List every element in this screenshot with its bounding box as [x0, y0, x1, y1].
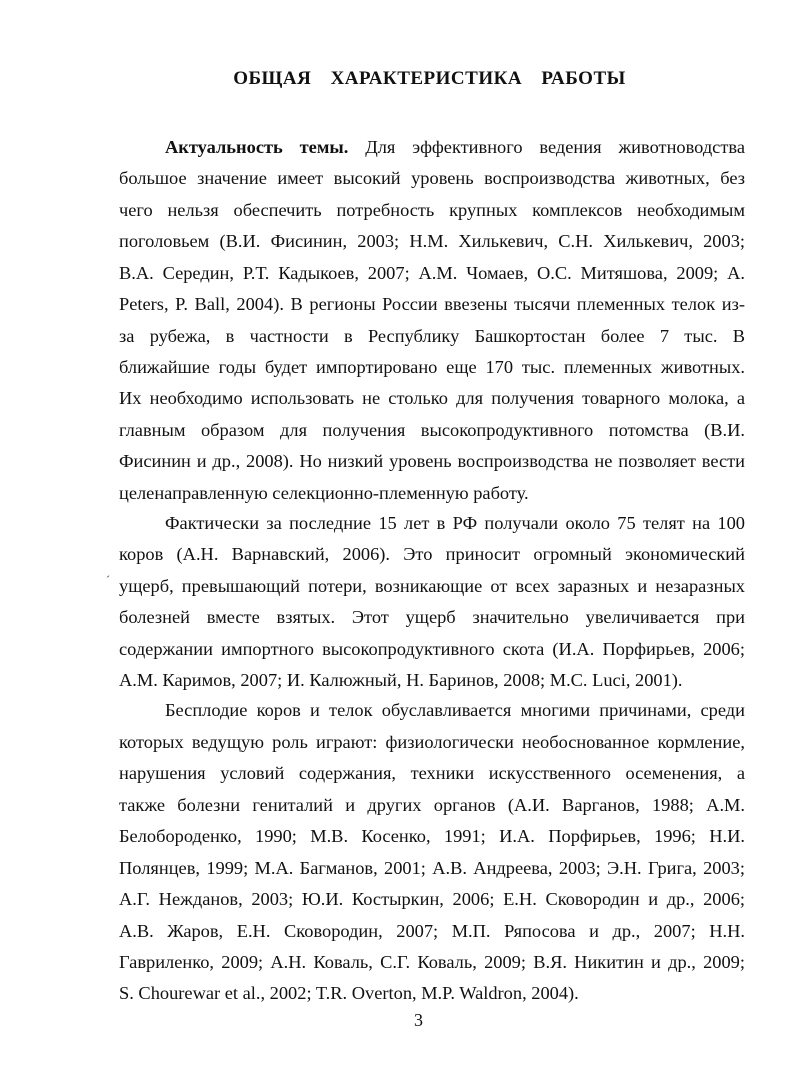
paragraph-line: Фисинин и др., 2008). Но низкий уровень воспроизводства не позволяет вести	[119, 451, 745, 471]
paragraph-line: целенаправленную селекционно-племенную работу.	[119, 483, 529, 503]
page-number: 3	[414, 1010, 423, 1030]
paragraph-line: большое значение имеет высокий уровень воспроизводства животных, без	[119, 168, 745, 188]
paragraph-line: которых ведущую роль играют: физиологически необоснованное кормление,	[119, 732, 745, 752]
paragraph-line: S. Chourewar et al., 2002; T.R. Overton, M.P. Waldron, 2004).	[119, 983, 579, 1003]
paragraph-line: ближайшие годы будет импортировано еще 170 тыс. племенных животных.	[119, 357, 745, 377]
paragraph-line: поголовьем (В.И. Фисинин, 2003; Н.М. Хилькевич, С.Н. Хилькевич, 2003;	[119, 231, 745, 251]
paragraph-line: А.Г. Нежданов, 2003; Ю.И. Костыркин, 2006; Е.Н. Сковородин и др., 2006;	[119, 889, 745, 909]
paragraph-line: содержании импортного высокопродуктивного скота (И.А. Порфирьев, 2006;	[119, 639, 745, 659]
paragraph-line: А.М. Каримов, 2007; И. Калюжный, Н. Баринов, 2008; M.C. Luci, 2001).	[119, 670, 683, 690]
relevance-lead: Актуальность темы.	[165, 137, 349, 157]
paragraph-line: Бесплодие коров и телок обуславливается многими причинами, среди	[165, 700, 745, 720]
paragraph-line: также болезни гениталий и других органов (А.И. Варганов, 1988; А.М.	[119, 795, 745, 815]
paragraph-line: нарушения условий содержания, техники искусственного осеменения, а	[119, 763, 745, 783]
paragraph-line: Peters, P. Ball, 2004). В регионы России ввезены тысячи племенных телок из-	[119, 294, 745, 314]
scan-artifact-mark: ´	[106, 573, 110, 587]
paragraph-line: Полянцев, 1999; М.А. Багманов, 2001; А.В. Андреева, 2003; Э.Н. Грига, 2003;	[119, 858, 745, 878]
paragraph-line: Их необходимо использовать не столько для получения товарного молока, а	[119, 388, 745, 408]
section-heading: ОБЩАЯ ХАРАКТЕРИСТИКА РАБОТЫ	[233, 68, 626, 89]
paragraph-line: Белобороденко, 1990; М.В. Косенко, 1991; И.А. Порфирьев, 1996; Н.И.	[119, 826, 745, 846]
paragraph-line: коров (А.Н. Варнавский, 2006). Это приносит огромный экономический	[119, 544, 745, 564]
paragraph-line: чего нельзя обеспечить потребность крупных комплексов необходимым	[119, 200, 745, 220]
paragraph-line: А.В. Жаров, Е.Н. Сковородин, 2007; М.П. Ряпосова и др., 2007; Н.Н.	[119, 921, 745, 941]
paragraph-line: Фактически за последние 15 лет в РФ получали около 75 телят на 100	[165, 513, 745, 533]
paragraph-line: Актуальность темы. Для эффективного ведения животноводства	[165, 137, 745, 157]
paragraph-line: главным образом для получения высокопродуктивного потомства (В.И.	[119, 420, 745, 440]
paragraph-line: Гавриленко, 2009; А.Н. Коваль, С.Г. Коваль, 2009; В.Я. Никитин и др., 2009;	[119, 952, 745, 972]
paragraph-line: ущерб, превышающий потери, возникающие от всех заразных и незаразных	[119, 576, 745, 596]
paragraph-line: В.А. Середин, Р.Т. Кадыкоев, 2007; А.М. Чомаев, О.С. Митяшова, 2009; А.	[119, 263, 745, 283]
paragraph-line: болезней вместе взятых. Этот ущерб значительно увеличивается при	[119, 607, 745, 627]
paragraph-line: за рубежа, в частности в Республику Башкортостан более 7 тыс. В	[119, 326, 745, 346]
